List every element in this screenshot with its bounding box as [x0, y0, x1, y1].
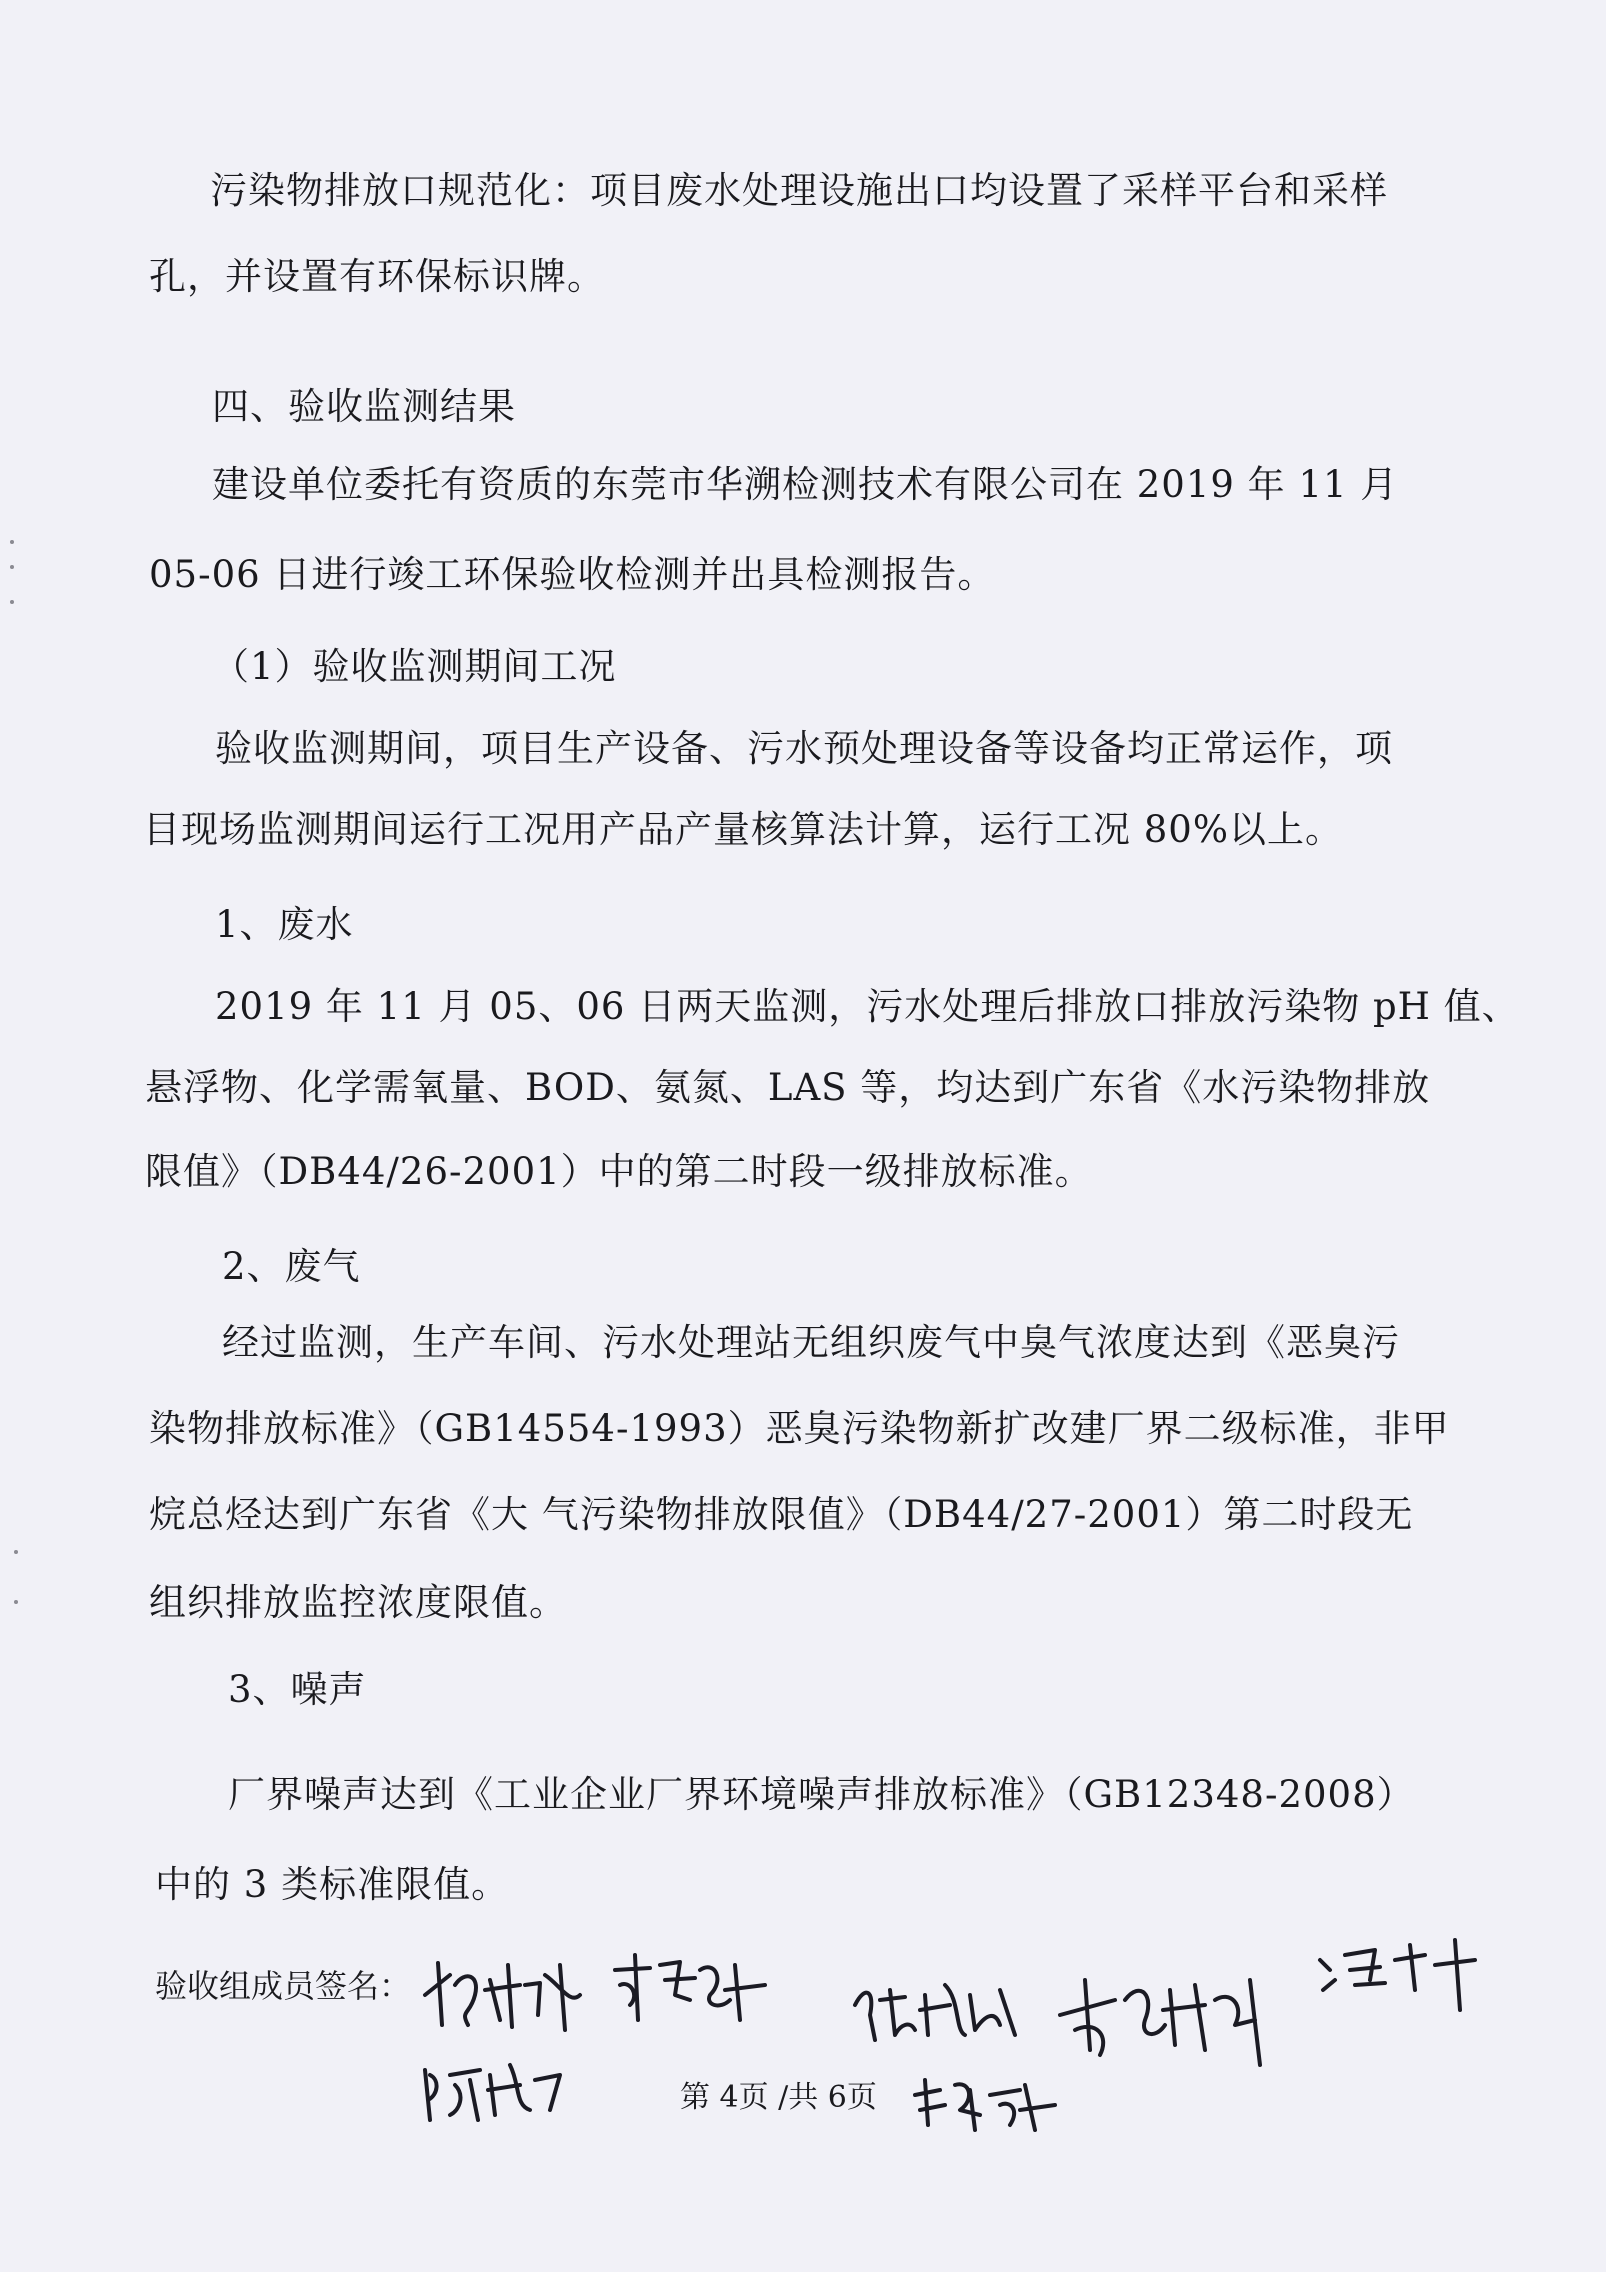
subsection-heading: 2、废气 — [222, 1245, 361, 1288]
paragraph-line: 限值》（DB44/26-2001）中的第二时段一级排放标准。 — [145, 1150, 1093, 1193]
paragraph-line: 厂界噪声达到《工业企业厂界环境噪声排放标准》（GB12348-2008） — [228, 1773, 1415, 1816]
signature-chen-xiaotong — [420, 2055, 570, 2130]
page-number: 第 4页 /共 6页 — [680, 2080, 877, 2115]
paragraph-line: 烷总烃达到广东省《大 气污染物排放限值》（DB44/27-2001）第二时段无 — [149, 1493, 1414, 1536]
paragraph-line: 建设单位委托有资质的东莞市华溯检测技术有限公司在 2019 年 11 月 — [212, 463, 1399, 506]
paragraph-line: 中的 3 类标准限值。 — [155, 1863, 510, 1906]
paragraph-line: 组织排放监控浓度限值。 — [149, 1581, 567, 1624]
signature-liang-yirui — [610, 1950, 770, 2035]
scan-speck — [14, 1550, 18, 1554]
paragraph-line: 孔，并设置有环保标识牌。 — [149, 255, 605, 298]
signature-huang-jiakun — [1055, 1960, 1295, 2070]
paragraph-line: 悬浮物、化学需氧量、BOD、氨氮、LAS 等，均达到广东省《水污染物排放 — [145, 1066, 1431, 1109]
section-heading: 四、验收监测结果 — [212, 385, 516, 428]
paragraph-line: 05-06 日进行竣工环保验收检测并出具检测报告。 — [149, 553, 996, 596]
paragraph-line: 染物排放标准》（GB14554-1993）恶臭污染物新扩改建厂界二级标准，非甲 — [149, 1407, 1450, 1450]
paragraph-line: 经过监测，生产车间、污水处理站无组织废气中臭气浓度达到《恶臭污 — [222, 1321, 1400, 1364]
scan-speck — [10, 600, 14, 604]
paragraph-line: 验收监测期间，项目生产设备、污水预处理设备等设备均正常运作，项 — [215, 727, 1393, 770]
paragraph-line: 目现场监测期间运行工况用产品产量核算法计算，运行工况 80%以上。 — [143, 808, 1343, 851]
subsection-heading: 3、噪声 — [228, 1668, 367, 1711]
signature-zhang-zongyu — [910, 2070, 1060, 2140]
subsection-heading: （1）验收监测期间工况 — [212, 645, 617, 688]
signature-label: 验收组成员签名： — [155, 1967, 412, 2005]
signature-yang-liu — [420, 1955, 590, 2035]
subsection-heading: 1、废水 — [215, 903, 354, 946]
signature-feng-xuan — [1315, 1935, 1485, 2015]
paragraph-line: 污染物排放口规范化：项目废水处理设施出口均设置了采样平台和采样 — [210, 169, 1388, 212]
paragraph-line: 2019 年 11 月 05、06 日两天监测，污水处理后排放口排放污染物 pH 值、 — [215, 985, 1520, 1028]
scan-speck — [14, 1600, 18, 1604]
signature-he-canming — [850, 1975, 1025, 2050]
scan-speck — [10, 540, 14, 544]
scan-speck — [10, 565, 14, 569]
